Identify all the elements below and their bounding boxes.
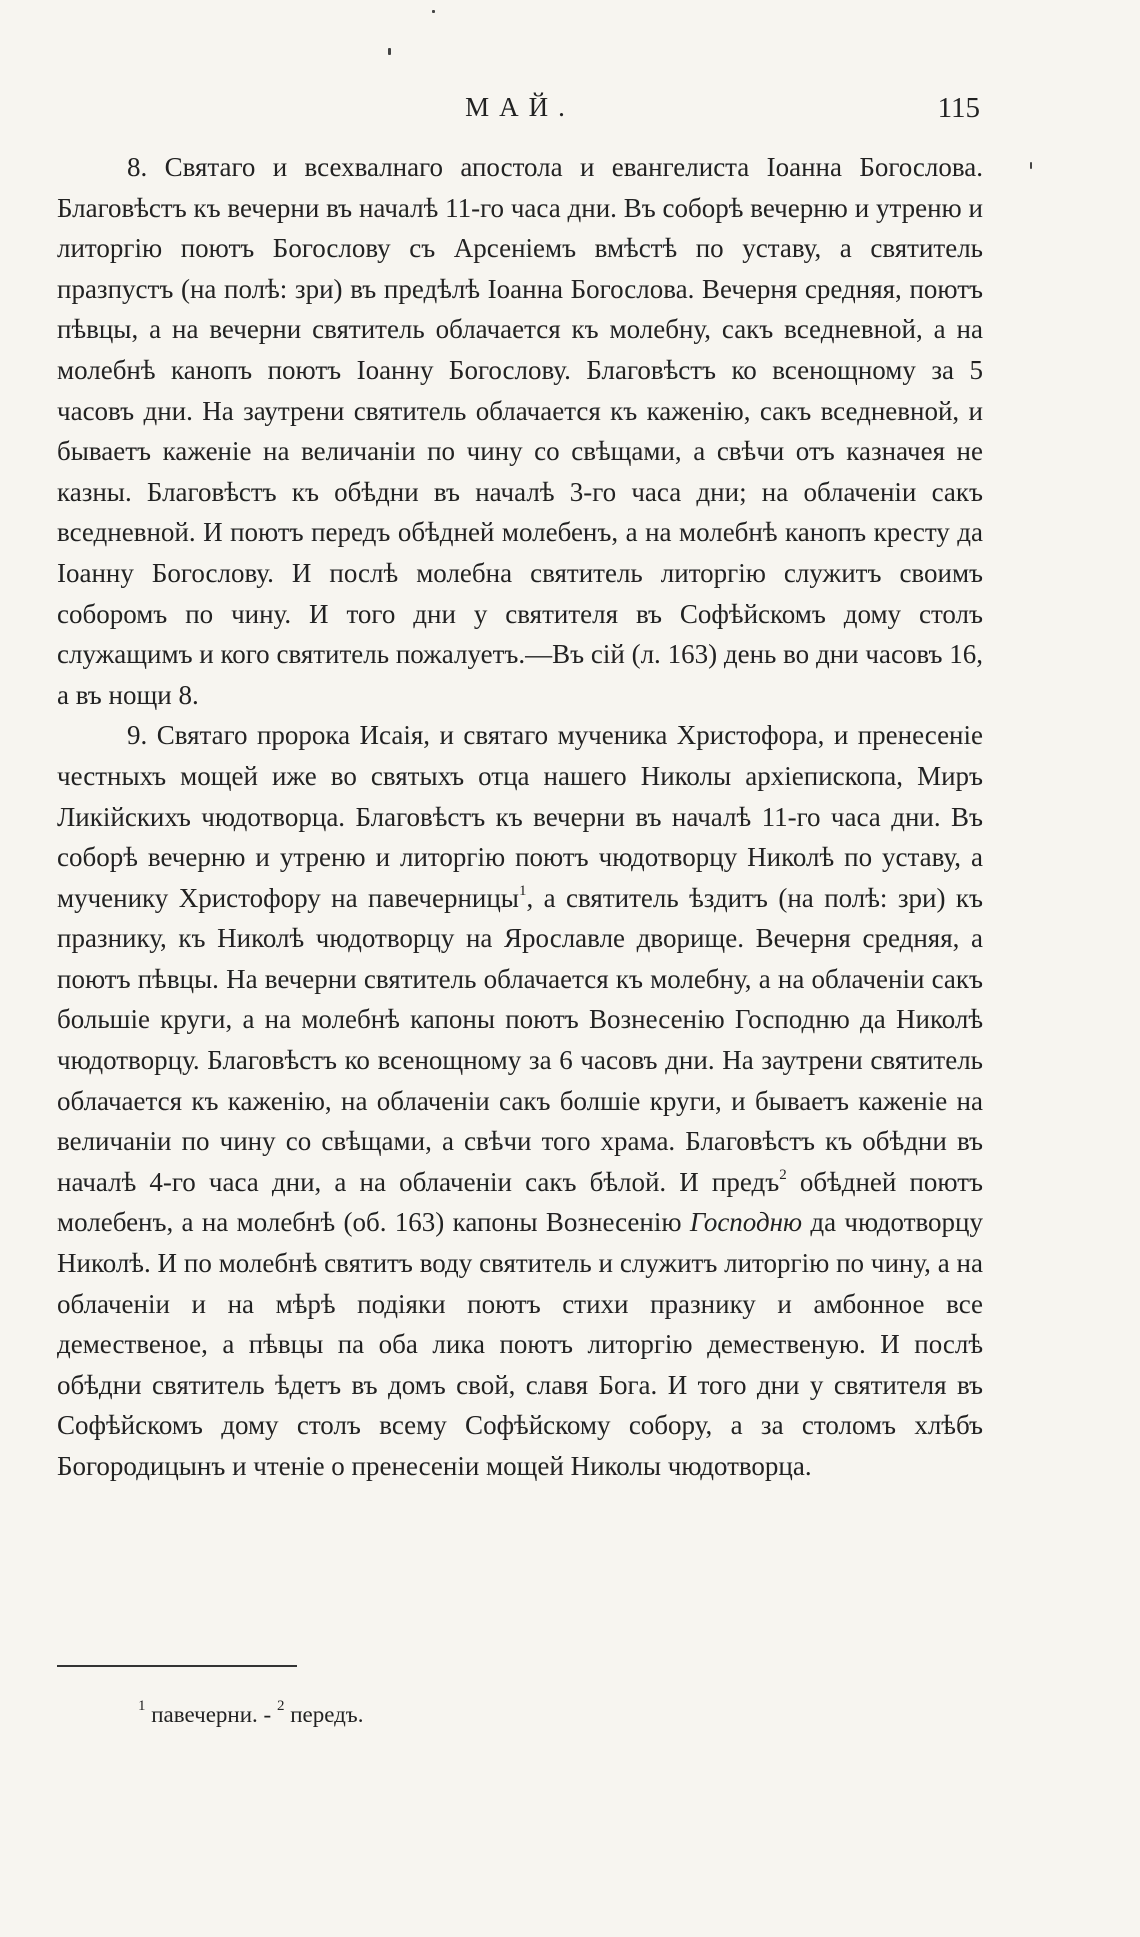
footnote-text-2: передъ. [284, 1702, 364, 1727]
page-number: 115 [937, 92, 980, 124]
entry-text: да чюдотворцу Николѣ. И по молебнѣ святитъ воду святитель и служитъ литоргію по чину, а на облаченіи и на мѣрѣ подіяки поютъ стихи празнику и амбонное все демественое, а пѣвцы па оба лика поютъ литоргію демественую. И послѣ обѣдни святитель ѣдетъ въ домъ свой, славя Бога. И того дни у святителя въ Софѣйскомъ дому столъ всему Софѣйскому собору, а за столомъ хлѣбъ Богородицынъ и чтеніе о пренесеніи мощей Николы чюдотворца. [57, 1207, 984, 1481]
page-header [60, 92, 980, 132]
entry-text: 9. Святаго пророка Исаія, и святаго мученика Христофора, и пренесеніе честныхъ мощей иже во святыхъ отца нашего Николы архіепископа, Миръ Ликійскихъ чюдотворца. Благовѣстъ къ вечерни въ началѣ 11-го часа дни. Въ соборѣ вечерню и утреню и литоргію поютъ чюдотворцу Николѣ по уставу, а мученику Христофору на павечерницы [57, 720, 983, 913]
print-speck [432, 10, 435, 13]
footnote-mark-1: 1 [138, 1698, 146, 1714]
print-speck [1030, 162, 1032, 169]
entry-text: , а святитель ѣздитъ (на полѣ: зри) къ празнику, къ Николѣ чюдотворцу на Ярославле дворище. Вечерня средняя, а поютъ пѣвцы. На вечерни святитель облачается къ молебну, а на облаченіи сакъ большіе круги, а на молебнѣ капоны поютъ Вознесенію Господню да Николѣ чюдотворцу. Благовѣстъ ко всенощному за 6 часовъ дни. На заутрени святитель облачается къ каженію, на облаченіи сакъ болшіе круги, и бываетъ каженіе на величаніи по чину со свѣщами, а свѣчи того храма. Благовѣстъ къ обѣдни въ началѣ 4-го часа дни, а на облаченіи сакъ бѣлой. И предъ [57, 882, 983, 1197]
entry-may-8: 8. Святаго и всехвалнаго апостола и евангелиста Іоанна Богослова. Благовѣстъ къ вечерни въ началѣ 11-го часа дни. Въ соборѣ вечерню и утреню и литоргію поютъ Богослову съ Арсеніемъ вмѣстѣ по уставу, а святитель празпустъ (на полѣ: зри) въ предѣлѣ Іоанна Богослова. Вечерня средняя, поютъ пѣвцы, а на вечерни святитель облачается къ молебну, сакъ вседневной, а на молебнѣ канопъ поютъ Іоанну Богослову. Благовѣстъ ко всенощному за 5 часовъ дни. На заутрени святитель облачается къ каженію, сакъ вседневной, и бываетъ каженіе на величаніи по чину со свѣщами, а свѣчи отъ казначея не казны. Благовѣстъ къ обѣдни въ началѣ 3-го часа дни; на облаченіи сакъ вседневной. И поютъ передъ обѣдней молебенъ, а на молебнѣ канопъ кресту да Іоанну Богослову. И послѣ молебна святитель литоргію служитъ своимъ соборомъ по чину. И того дни у святителя въ Софѣйскомъ дому столъ служащимъ и кого святитель пожалуетъ.—Въ сій (л. 163) день во дни часовъ 16, а въ нощи 8. [57, 152, 983, 710]
footnote-mark-2: 2 [276, 1698, 285, 1714]
footnote-text-1: павечерни. - [145, 1702, 277, 1727]
body-text [57, 147, 983, 1487]
footnotes [138, 1698, 364, 1728]
footnote-divider [57, 1665, 297, 1667]
footnote-ref-2: 2 [779, 1166, 787, 1183]
entry-may-9 [57, 715, 983, 1486]
running-title: МАЙ. [465, 92, 575, 122]
print-speck [388, 48, 391, 55]
entry-text: обѣдней поютъ молебенъ, а на молебнѣ (об. 163) капоны Вознесенію [57, 1166, 984, 1238]
italic-word: Господню [689, 1207, 803, 1238]
footnote-ref-1: 1 [518, 882, 527, 899]
